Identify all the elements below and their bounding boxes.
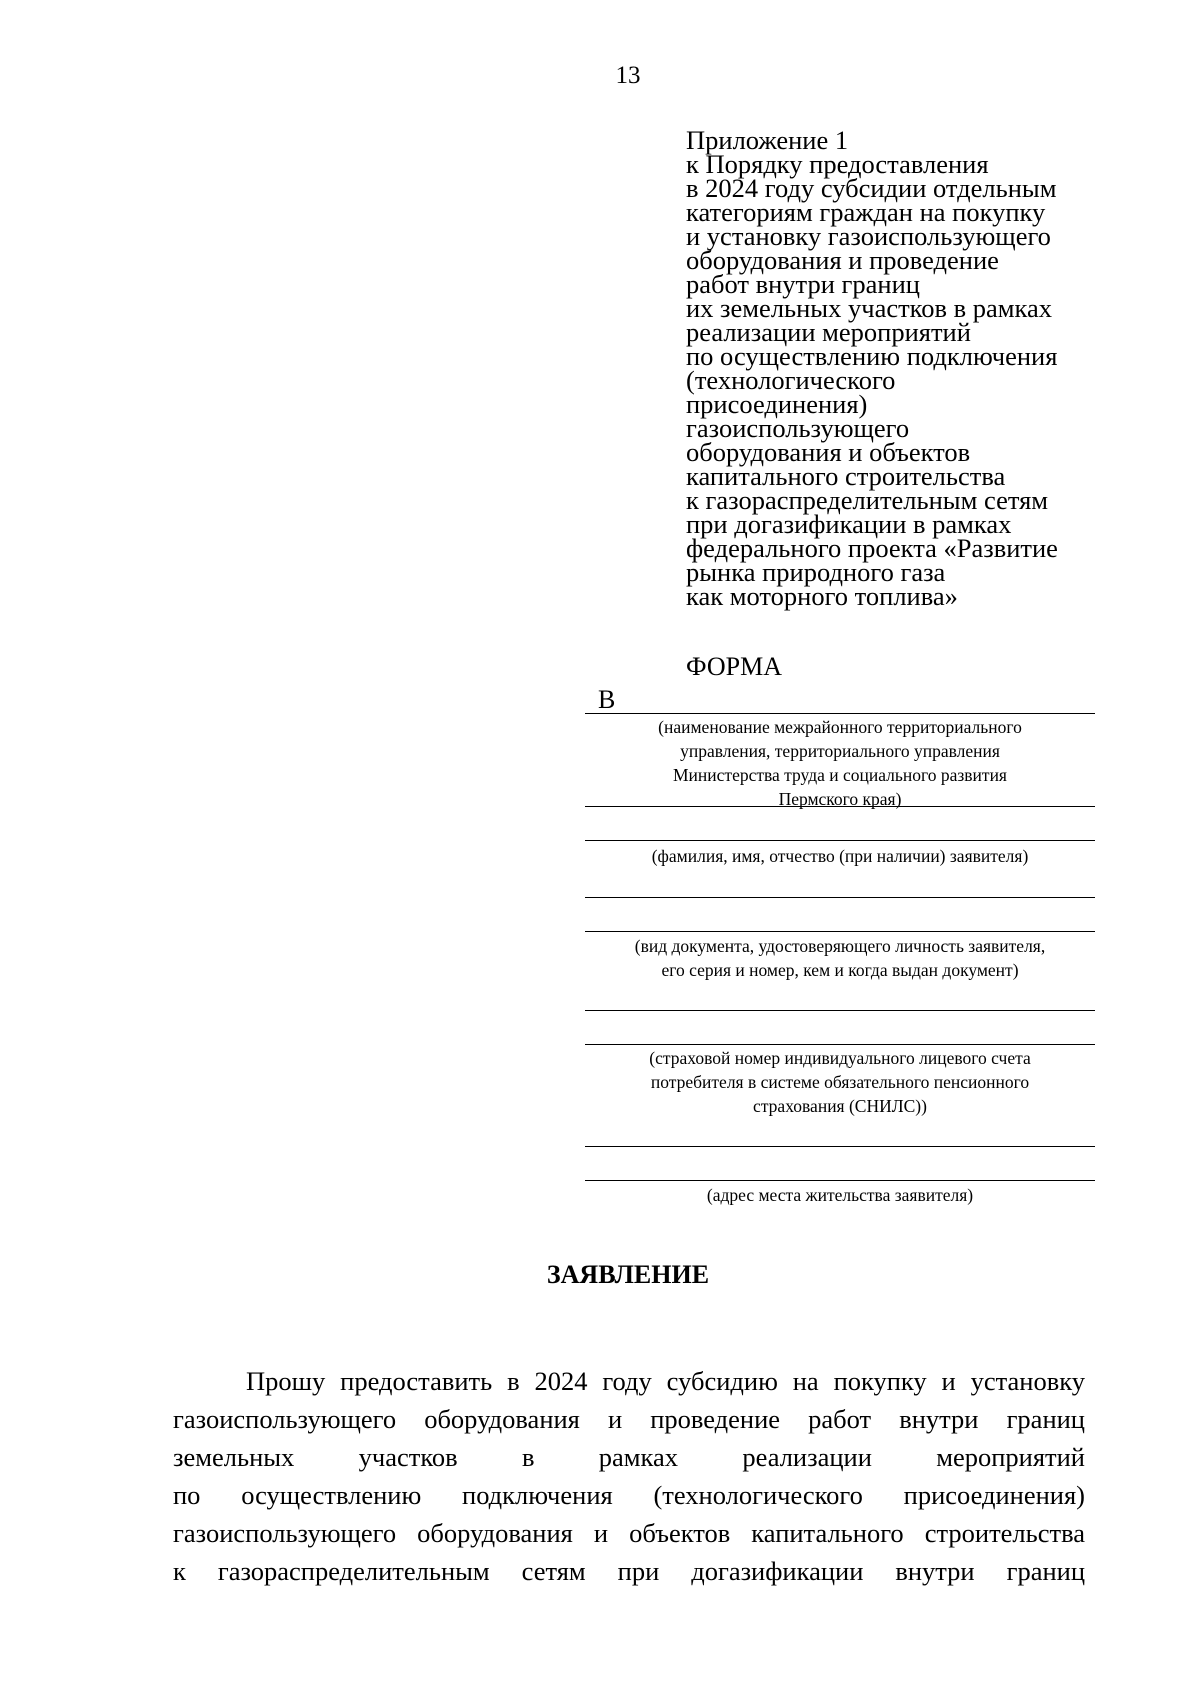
caption-line: страхования (СНИЛС)): [753, 1096, 927, 1116]
statement-body: [173, 1362, 1085, 1590]
applicant-name-line-2: [585, 897, 1095, 898]
identity-document-line: [585, 931, 1095, 932]
appendix-line: при догазификации в рамках: [686, 509, 1012, 539]
form-label: ФОРМА: [686, 652, 782, 681]
body-line: газоиспользующего оборудования и объектов капитального строительства: [173, 1518, 1085, 1548]
address-caption: [585, 1183, 1095, 1207]
caption-line: (вид документа, удостоверяющего личность заявителя,: [634, 936, 1046, 956]
caption-line: (адрес места жительства заявителя): [706, 1185, 974, 1205]
appendix-line: как моторного топлива»: [686, 581, 958, 611]
appendix-header: [686, 125, 1106, 611]
appendix-line: присоединения): [686, 389, 868, 419]
appendix-line: реализации мероприятий: [686, 317, 971, 347]
appendix-line: в 2024 году субсидии отдельным: [686, 173, 1057, 203]
body-line: по осуществлению подключения (технологического присоединения): [173, 1480, 1085, 1510]
caption-line: (наименование межрайонного территориального: [658, 717, 1022, 737]
page-number: 13: [615, 62, 641, 89]
caption-line: (страховой номер индивидуального лицевого счета: [649, 1048, 1031, 1068]
caption-line: управления, территориального управления: [680, 741, 1000, 761]
appendix-line: их земельных участков в рамках: [686, 293, 1052, 323]
snils-line-2: [585, 1146, 1095, 1147]
appendix-line: капитального строительства: [686, 461, 1006, 491]
office-caption: [585, 715, 1095, 811]
identity-document-caption: [585, 934, 1095, 982]
body-line: газоиспользующего оборудования и проведение работ внутри границ: [173, 1404, 1085, 1434]
statement-title: ЗАЯВЛЕНИЕ: [546, 1260, 710, 1289]
appendix-line: и установку газоиспользующего: [686, 221, 1051, 251]
appendix-line: категориям граждан на покупку: [686, 197, 1046, 227]
caption-line: потребителя в системе обязательного пенсионного: [650, 1072, 1030, 1092]
appendix-line: (технологического: [686, 365, 896, 395]
appendix-line: к газораспределительным сетям: [686, 485, 1049, 515]
body-line: земельных участков в рамках реализации мероприятий: [173, 1442, 1085, 1472]
appendix-line: федерального проекта «Развитие: [686, 533, 1058, 563]
caption-line: Министерства труда и социального развития: [673, 765, 1007, 785]
appendix-line: работ внутри границ: [686, 269, 920, 299]
address-line: [585, 1180, 1095, 1181]
body-line: к газораспределительным сетям при догазификации внутри границ: [173, 1556, 1085, 1586]
applicant-name-line: [585, 840, 1095, 841]
caption-line: Пермского края): [778, 789, 902, 809]
appendix-line: к Порядку предоставления: [686, 149, 989, 179]
office-line: [585, 713, 1095, 714]
body-line: Прошу предоставить в 2024 году субсидию на покупку и установку: [246, 1366, 1085, 1396]
addressee-prefix: В: [598, 685, 616, 714]
appendix-line: рынка природного газа: [686, 557, 946, 587]
snils-caption: [585, 1046, 1095, 1118]
appendix-line: оборудования и проведение: [686, 245, 999, 275]
appendix-line: по осуществлению подключения: [686, 341, 1058, 371]
appendix-line: Приложение 1: [686, 125, 849, 155]
caption-line: (фамилия, имя, отчество (при наличии) заявителя): [651, 846, 1029, 866]
appendix-line: газоиспользующего: [686, 413, 910, 443]
caption-line: его серия и номер, кем и когда выдан документ): [661, 960, 1019, 980]
office-line-2: [585, 806, 1095, 807]
appendix-line: оборудования и объектов: [686, 437, 971, 467]
applicant-name-caption: [585, 844, 1095, 868]
snils-line: [585, 1044, 1095, 1045]
identity-document-line-2: [585, 1010, 1095, 1011]
